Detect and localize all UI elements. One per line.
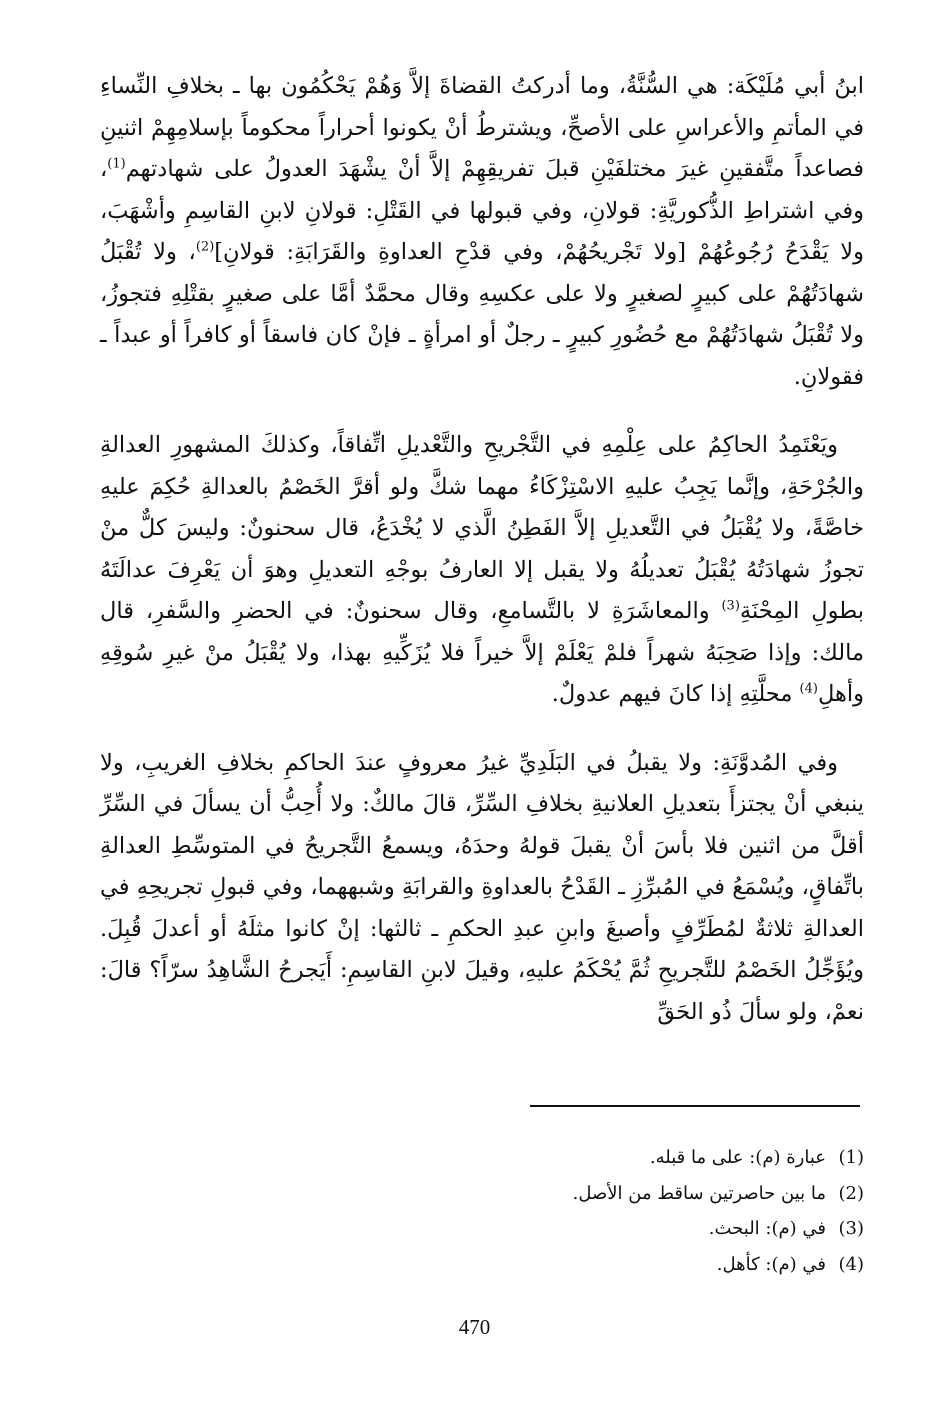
paragraph-1-part-b: ، وفي اشتراطِ الذُّكوريَّةِ: قولانِ، وفي قبولها في القَتْلِ: قولانِ لابنِ القاسِمِ وأشْهَبَ، ولا يَقْدَحُ رُجُوعُهُمْ [ولا تَجْريحُهُمْ، وفي قدْحِ العداوةِ والقَرَابَةِ: قولانِ] bbox=[100, 156, 864, 265]
footnote-4-number: (4) bbox=[838, 1253, 864, 1275]
footnote-3 bbox=[264, 1211, 864, 1247]
footnote-marker-4: (4) bbox=[799, 681, 818, 697]
paragraph-2-part-a: ويَعْتَمِدُ الحاكِمُ على عِلْمِهِ في التَّجْريحِ والتَّعْديلِ اتِّفاقاً، وكذلكَ المشهورِ العدالةِ والجُرْحَةِ، وإنَّما يَجِبُ عليهِ الاسْتِزْكَاءُ مهما شكَّ ولو أقرَّ الخَصْمُ بالعدالةِ حُكِمَ عليهِ خاصَّةً، ولا يُقْبَلُ في التَّعديلِ إلاَّ الفَطِنُ الَّذي لا يُخْدَعُ، قال سحنونٌ: وليسَ كلٌّ منْ تجوزُ شهادَتُهُ يُقْبَلُ تعديلُهُ ولا يقبل إلا العارفُ بوجْهِ التعديلِ وهوَ أن يَعْرِفَ عدالَتَهُ بطولِ المِحْنَةِ bbox=[100, 432, 864, 624]
page-number: 470 bbox=[458, 1315, 491, 1339]
footnote-2-number: (2) bbox=[838, 1182, 864, 1204]
footnote-marker-2: (2) bbox=[195, 239, 215, 255]
footnote-2 bbox=[264, 1176, 864, 1212]
footnote-3-number: (3) bbox=[838, 1218, 864, 1239]
footnotes bbox=[264, 1140, 864, 1282]
paragraph-2-part-c: محلَّتِهِ إذا كانَ فيهم عدولٌ. bbox=[551, 681, 800, 707]
footnote-1-number: (1) bbox=[838, 1147, 864, 1168]
paragraph-1 bbox=[100, 66, 864, 398]
main-text bbox=[100, 66, 864, 1033]
footnote-1 bbox=[264, 1140, 864, 1176]
paragraph-2 bbox=[100, 425, 864, 716]
footnote-3-text: في (م): البحث. bbox=[708, 1218, 826, 1239]
footnote-4 bbox=[264, 1247, 864, 1283]
paragraph-1-part-c: ، ولا تُقْبَلُ شهادَتُهُمْ على كبيرٍ لصغيرٍ ولا على عكسِهِ وقال محمَّدٌ أمَّا على صغيرٍ بقتْلِهِ فتجوزُ، ولا تُقْبَلُ شهادَتُهُمْ مع حُضُورِ كبيرٍ ـ رجلٌ أو امرأةٍ ـ فإنْ كان فاسقاً أو كافراً أو عبداً ـ فقولانِ. bbox=[100, 239, 864, 390]
footnote-2-text: ما بين حاصرتين ساقط من الأصل. bbox=[572, 1182, 826, 1204]
paragraph-3: وفي المُدوَّنَةِ: ولا يقبلُ في البَلَدِيِّ غيرُ معروفٍ عندَ الحاكمِ بخلافِ الغريبِ، ولا ينبغي أنْ يجتزأَ بتعديلِ العلانيةِ بخلافِ السِّرِّ، قالَ مالكٌ: ولا أُحِبُّ أن يسألَ في السِّرِّ أقلَّ من اثنين فلا بأسَ أنْ يقبلَ قولهُ وحدَهُ، ويسمعُ التَّجريحُ في المتوسِّطِ العدالةِ باتِّفاقٍ، ويُسْمَعُ في المُبرِّزِ ـ القَدْحُ بالعداوةِ والقرابَةِ وشبههما، وفي قبولِ تجريحِهِ في العدالةِ ثلاثةٌ لمُطَرِّفٍ وأصبغَ وابنِ عبدِ الحكمِ ـ ثالثها: إنْ كانوا مثلَهُ أو أعدلَ قُبِلَ. ويُؤَجِّلُ الخَصْمُ للتَّجريحِ ثُمَّ يُحْكَمُ عليهِ، وقيلَ لابنِ القاسِمِ: أَيَجرحُ الشَّاهِدُ سرّاً؟ قالَ: نعمْ، ولو سألَ ذُو الحَقِّ bbox=[100, 749, 864, 1025]
footnote-marker-3: (3) bbox=[721, 598, 740, 614]
footnote-separator bbox=[530, 1105, 860, 1107]
paragraph-1-part-a: ابنُ أبي مُلَيْكَة: هي السُّنَّةُ، وما أدركتُ القضاةَ إلاَّ وَهُمْ يَحْكُمُون بها ـ بخلافِ النِّساءِ في المأتمِ والأعراسِ على الأصحِّ، ويشترطُ أنْ يكونوا أحراراً محكوماً بإسلامِهِمْ اثنينِ فصاعداً متَّفقينِ غيرَ مختلفَيْنِ قبلَ تفريقِهِمْ إلاَّ أنْ يشْهَدَ العدولُ على شهادتهم bbox=[100, 73, 864, 182]
footnote-1-text: عبارة (م): على ما قبله. bbox=[649, 1147, 826, 1168]
footnote-4-text: في (م): كأهل. bbox=[716, 1253, 826, 1275]
footnote-marker-1: (1) bbox=[107, 156, 126, 172]
paragraph-2-part-b: والمعاشَرَةِ لا بالتَّسامعِ، وقال سحنونٌ: في الحضرِ والسَّفرِ، قال مالك: وإذا صَحِبَهُ شهراً فلمْ يَعْلَمْ إلاَّ خيراً فلا يُزَكِّيهِ بهذا، ولا يُقْبَلُ منْ غيرِ سُوقِهِ وأهلِ bbox=[100, 598, 864, 707]
